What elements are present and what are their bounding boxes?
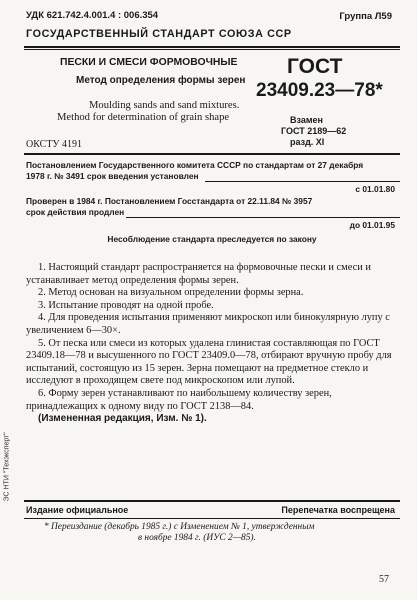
paragraph-1: 1. Настоящий стандарт распространяется на формовочные пески и смеси и устанавливает метод определения формы зерен. (26, 262, 371, 286)
decree-line-2: 1978 г. № 3491 срок введения установлен (26, 171, 199, 181)
state-standard-heading: ГОСУДАРСТВЕННЫЙ СТАНДАРТ СОЮЗА ССР (26, 28, 292, 40)
subtitle-ru: Метод определения формы зерен (76, 75, 246, 86)
standard-body (26, 262, 398, 426)
prosecution-note: Несоблюдение стандарта преследуется по закону (107, 234, 317, 244)
subtitle-en: Method for determination of grain shape (57, 112, 230, 123)
footer-rule-bottom (24, 518, 400, 519)
gost-label: ГОСТ (287, 55, 343, 78)
header-rule-top (24, 46, 400, 48)
udk-code: УДК 621.742.4.001.4 : 006.354 (26, 10, 159, 21)
decree-date-2: до 01.01.95 (349, 220, 395, 230)
replace-section: разд. XI (290, 137, 325, 147)
title-en: Moulding sands and sand mixtures. (89, 100, 240, 111)
decree-line-3: Проверен в 1984 г. Постановлением Госстандарта от 22.11.84 № 3957 (26, 196, 313, 206)
header-rule-bottom (24, 49, 400, 50)
reprint-note-line-1: * Переиздание (декабрь 1985 г.) с Изменением № 1, утвержденным (44, 522, 315, 532)
decree-line-4: срок действия продлен (26, 207, 125, 217)
gost-number: 23409.23—78* (256, 80, 383, 101)
amendment-note: (Измененная редакция, Изм. № 1). (38, 413, 207, 425)
paragraph-4: 4. Для проведения испытания применяют микроскоп или бинокулярную лупу с увеличением 6—30×. (26, 312, 390, 336)
reprint-note-line-2: в ноябре 1984 г. (ИУС 2—85). (138, 533, 256, 543)
paragraph-5: 5. От песка или смеси из которых удалена глинистая составляющая по ГОСТ 23409.18—78 и высушенного по ГОСТ 23409.0—78, отбирают вручную пробу для испытаний, состоящую из 15 зерен. Зерна помещают на предметное стекло и исследуют в проходящем свете под микроскопом или лупой. (26, 337, 392, 387)
paragraph-3: 3. Испытание проводят на одной пробе. (38, 299, 214, 311)
footer-rule-top (24, 500, 400, 502)
paragraph-6: 6. Форму зерен устанавливают по наибольшему количеству зерен, принадлежащих к одному виду по ГОСТ 2138—84. (26, 387, 332, 412)
decree-underline (205, 181, 400, 182)
decree-underline-2 (126, 217, 400, 218)
official-edition: Издание официальное (26, 505, 129, 515)
page-number: 57 (379, 574, 389, 585)
okstu-code: ОКСТУ 4191 (26, 139, 83, 150)
group-code: Группа Л59 (339, 11, 392, 22)
replace-label: Взамен (290, 115, 323, 125)
paragraph-2: 2. Метод основан на визуальном определении формы зерна. (38, 287, 304, 299)
side-publisher-text: ЭС НТИ "Техэксперт" (3, 432, 11, 502)
title-ru: ПЕСКИ И СМЕСИ ФОРМОВОЧНЫЕ (60, 57, 238, 68)
decree-date-1: с 01.01.80 (355, 184, 395, 194)
title-rule (24, 153, 400, 155)
replace-gost: ГОСТ 2189—62 (281, 126, 347, 136)
decree-line-1: Постановлением Государственного комитета СССР по стандартам от 27 декабря (26, 160, 364, 170)
reprint-forbidden: Перепечатка воспрещена (281, 505, 395, 515)
